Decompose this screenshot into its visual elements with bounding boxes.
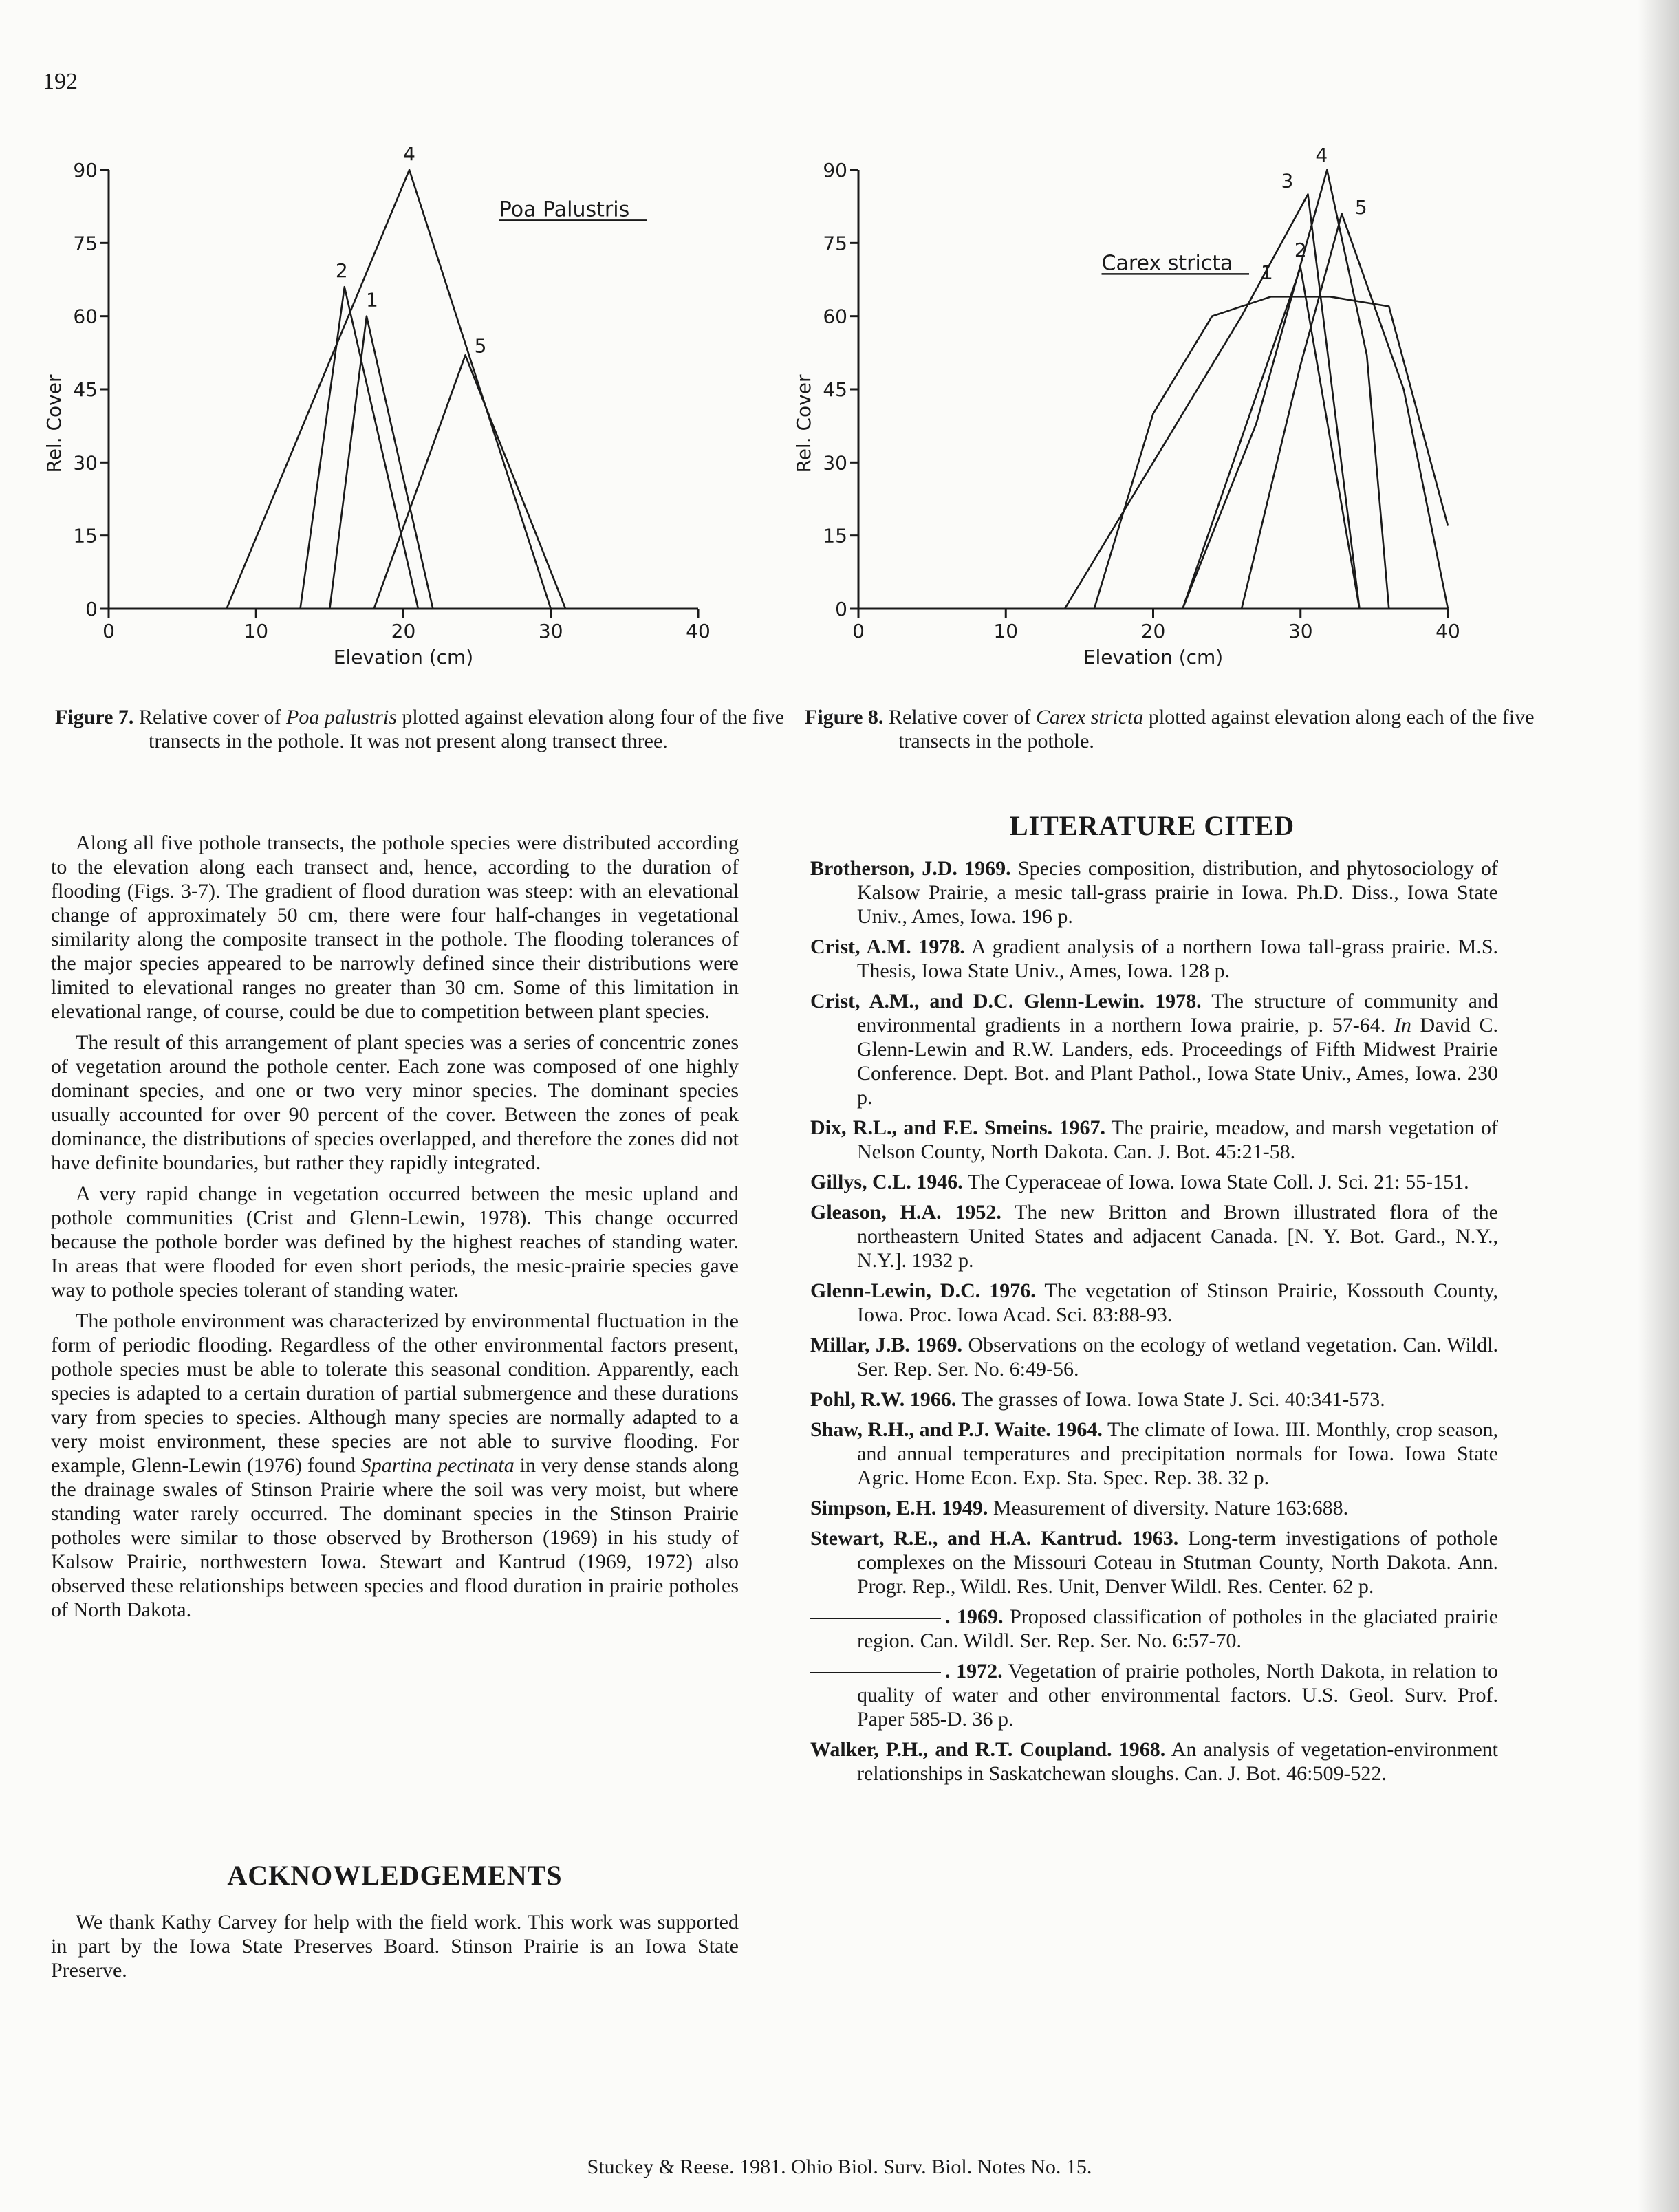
reference-text: The Cyperaceae of Iowa. Iowa State Coll. J. Sci. 21: 55-151. — [962, 1171, 1469, 1193]
figure-8-label: Figure 8. — [805, 706, 884, 728]
reference-item — [810, 1737, 1498, 1786]
reference-author: . 1972. — [945, 1660, 1003, 1682]
reference-item — [810, 1333, 1498, 1381]
figure-7-caption — [55, 705, 836, 753]
x-tick-label: 30 — [538, 620, 563, 642]
series-line-1 — [1094, 296, 1448, 609]
series-line-2 — [301, 287, 418, 609]
paragraph-4-part-a: The pothole environment was characterized by environmental fluctuation in the form of periodic flooding. Regardless of the other environmental factors present, pothole species must be able to tolerate this seasonal condition. Apparently, each species is adapted to a certain duration of partial submergence and these durations vary from species to species. Although many species are normally adapted to a very moist environment, these species are not able to survive flooding. For example, Glenn-Lewin (1976) found — [51, 1310, 739, 1477]
series-label-2: 2 — [335, 259, 348, 283]
paragraph-4-species: Spartina pectinata — [360, 1454, 514, 1477]
reference-author: Walker, P.H., and R.T. Coupland. 1968. — [810, 1738, 1166, 1761]
y-axis-label: Rel. Cover — [792, 374, 815, 473]
figure-7-caption-text-b: plotted against elevation along four of the five transects in the pothole. It was not present along transect three. — [149, 706, 785, 752]
reference-text: The vegetation of Stinson Prairie, Kossouth County, Iowa. Proc. Iowa Acad. Sci. 83:88-93. — [857, 1279, 1499, 1326]
figure-8-caption-text-a: Relative cover of — [888, 706, 1037, 728]
acknowledgements-text — [51, 1910, 739, 1989]
y-tick-label: 60 — [823, 305, 847, 328]
reference-text: A gradient analysis of a northern Iowa tall-grass prairie. M.S. Thesis, Iowa State Univ., Ames, Iowa. 128 p. — [857, 935, 1498, 982]
reference-item — [810, 1496, 1498, 1520]
y-tick-label: 15 — [73, 524, 98, 547]
reference-item — [810, 1200, 1498, 1272]
x-axis-label: Elevation (cm) — [333, 646, 474, 669]
chart-title: Poa Palustris — [499, 197, 630, 222]
y-tick-label: 60 — [73, 305, 98, 328]
reference-author: Crist, A.M., and D.C. Glenn-Lewin. 1978. — [810, 990, 1202, 1012]
acknowledgements-heading: ACKNOWLEDGEMENTS — [227, 1860, 563, 1891]
y-tick-label: 90 — [823, 159, 847, 182]
reference-author: Crist, A.M. 1978. — [810, 935, 965, 958]
figure-7-svg — [41, 142, 729, 677]
reference-item — [810, 1279, 1498, 1327]
author-repeat-rule — [810, 1618, 941, 1619]
reference-italic: In — [1394, 1014, 1411, 1037]
x-tick-label: 20 — [1140, 620, 1166, 642]
literature-cited-heading: LITERATURE CITED — [1009, 810, 1295, 841]
reference-text: The climate of Iowa. III. Monthly, crop season, and annual temperatures and precipitation normals for Iowa. Iowa State Agric. Home Econ. Exp. Sta. Spec. Rep. 38. 32 p. — [857, 1418, 1499, 1489]
x-tick-label: 40 — [686, 620, 711, 642]
reference-item — [810, 989, 1498, 1109]
reference-item — [810, 1116, 1498, 1164]
x-tick-label: 30 — [1288, 620, 1313, 642]
reference-text-end: David C. Glenn-Lewin and R.W. Landers, eds. Proceedings of Fifth Midwest Prairie Conference. Dept. Bot. and Plant Pathol., Iowa State Univ., Ames, Iowa. 230 p. — [857, 1014, 1499, 1109]
figure-7-caption-species: Poa palustris — [286, 706, 397, 728]
y-tick-label: 45 — [823, 378, 847, 401]
figure-8-caption-species: Carex stricta — [1036, 706, 1144, 728]
reference-item — [810, 1659, 1498, 1731]
y-tick-label: 0 — [835, 598, 847, 620]
figure-7-caption-text-a: Relative cover of — [138, 706, 287, 728]
reference-text: Species composition, distribution, and phytosociology of Kalsow Prairie, a mesic tall-grass prairie in Iowa. Ph.D. Diss., Iowa State Univ., Ames, Iowa. 196 p. — [857, 857, 1498, 928]
paragraph-3: A very rapid change in vegetation occurred between the mesic upland and pothole communities (Crist and Glenn-Lewin, 1978). This change occurred because the pothole border was defined by the highest reaches of standing water. In areas that were flooded for even short periods, the mesic-prairie species gave way to pothole species tolerant of standing water. — [51, 1182, 739, 1301]
reference-text: An analysis of vegetation-environment relationships in Saskatchewan sloughs. Can. J. Bot. 46:509-522. — [857, 1738, 1499, 1785]
reference-author: Brotherson, J.D. 1969. — [810, 857, 1011, 880]
y-tick-label: 30 — [823, 451, 847, 475]
reference-item — [810, 1605, 1498, 1653]
reference-text: The structure of community and environmental gradients in a northern Iowa prairie, p. 57-64. — [857, 990, 1498, 1037]
reference-text: The prairie, meadow, and marsh vegetation of Nelson County, North Dakota. Can. J. Bot. 45:21-58. — [857, 1116, 1498, 1163]
series-label-4: 4 — [1315, 144, 1328, 166]
reference-author: . 1969. — [945, 1605, 1004, 1628]
reference-author: Millar, J.B. 1969. — [810, 1334, 962, 1356]
reference-author: Glenn-Lewin, D.C. 1976. — [810, 1279, 1036, 1302]
series-label-3: 3 — [1281, 169, 1294, 193]
paragraph-4 — [51, 1309, 739, 1622]
series-line-1 — [329, 316, 433, 609]
figure-8-chart — [791, 144, 1479, 677]
x-tick-label: 40 — [1436, 620, 1460, 642]
paragraph-2: The result of this arrangement of plant species was a series of concentric zones of vegetation around the pothole center. Each zone was composed of one highly dominant species, and one or two very minor species. The dominant species usually accounted for over 90 percent of the cover. Between the zones of peak dominance, the distributions of species overlapped, and therefore the zones did not have definite boundaries, but rather they rapidly integrated. — [51, 1031, 739, 1174]
figure-8-caption-text-b: plotted against elevation along each of the five transects in the pothole. — [898, 706, 1535, 752]
x-tick-label: 10 — [993, 620, 1019, 642]
reference-item — [810, 935, 1498, 983]
y-tick-label: 45 — [73, 378, 98, 401]
reference-author: Gleason, H.A. 1952. — [810, 1201, 1001, 1224]
series-label-5: 5 — [474, 334, 487, 358]
series-label-2: 2 — [1294, 238, 1307, 261]
figure-7-chart — [41, 142, 729, 677]
reference-text: Measurement of diversity. Nature 163:688. — [988, 1497, 1349, 1519]
figure-8-svg — [791, 144, 1479, 677]
paragraph-1: Along all five pothole transects, the pothole species were distributed according to the elevation along each transect and, hence, according to the duration of flooding (Figs. 3-7). The gradient of flood duration was steep: with an elevational change of approximately 50 cm, there were four half-changes in vegetational similarity along the composite transect in the pothole. The flooding tolerances of the major species appeared to be narrowly defined since their distributions were limited to elevational ranges no greater than 30 cm. Some of this limitation in elevational range, of course, could be due to competition between plant species. — [51, 832, 739, 1023]
reference-text: The grasses of Iowa. Iowa State J. Sci. 40:341-573. — [956, 1388, 1385, 1411]
y-tick-label: 90 — [73, 159, 98, 182]
series-label-4: 4 — [403, 142, 415, 165]
reference-item — [810, 856, 1498, 929]
references-list — [810, 856, 1498, 1792]
y-tick-label: 15 — [823, 524, 847, 547]
series-line-4 — [226, 170, 550, 609]
x-axis-label: Elevation (cm) — [1083, 646, 1224, 669]
y-tick-label: 0 — [85, 598, 98, 620]
y-tick-label: 30 — [73, 451, 98, 475]
page-edge-shadow — [1638, 0, 1679, 2212]
figure-7-label: Figure 7. — [55, 706, 134, 728]
left-column-text — [51, 831, 739, 1629]
reference-author: Gillys, C.L. 1946. — [810, 1171, 963, 1193]
reference-item — [810, 1418, 1498, 1490]
reference-text: Long-term investigations of pothole complexes on the Missouri Coteau in Stutman County, North Dakota. Ann. Progr. Rep., Wildl. Res. Unit, Denver Wildl. Res. Center. 62 p. — [857, 1527, 1499, 1598]
reference-author: Dix, R.L., and F.E. Smeins. 1967. — [810, 1116, 1105, 1139]
series-label-1: 1 — [1260, 261, 1273, 284]
y-tick-label: 75 — [73, 232, 98, 255]
reference-text: Observations on the ecology of wetland vegetation. Can. Wildl. Ser. Rep. Ser. No. 6:49-56. — [857, 1334, 1498, 1380]
x-tick-label: 10 — [243, 620, 269, 642]
series-line-5 — [374, 355, 566, 609]
y-tick-label: 75 — [823, 232, 847, 255]
author-repeat-rule — [810, 1672, 941, 1673]
x-tick-label: 20 — [391, 620, 416, 642]
acknowledgements-paragraph: We thank Kathy Carvey for help with the field work. This work was supported in part by the Iowa State Preserves Board. Stinson Prairie is an Iowa State Preserve. — [51, 1911, 739, 1982]
figure-8-caption — [805, 705, 1586, 753]
reference-author: Shaw, R.H., and P.J. Waite. 1964. — [810, 1418, 1103, 1441]
reference-item — [810, 1170, 1498, 1194]
chart-title: Carex stricta — [1101, 251, 1233, 276]
reference-author: Pohl, R.W. 1966. — [810, 1388, 957, 1411]
series-line-2 — [1182, 268, 1359, 609]
reference-item — [810, 1387, 1498, 1411]
reference-item — [810, 1526, 1498, 1598]
page-number: 192 — [43, 69, 78, 94]
paragraph-4-part-b: in very dense stands along the drainage swales of Stinson Prairie where the soil was very moist, but where standing water rarely occurred. The dominant species in the Stinson Prairie potholes were similar to those observed by Brotherson (1969) in his study of Kalsow Prairie, northwestern Iowa. Stewart and Kantrud (1969, 1972) also observed these relationships between species and flood duration in prairie potholes of North Dakota. — [51, 1454, 739, 1621]
x-tick-label: 0 — [852, 620, 865, 642]
series-label-5: 5 — [1354, 195, 1367, 219]
page-footer: Stuckey & Reese. 1981. Ohio Biol. Surv. Biol. Notes No. 15. — [587, 2156, 1092, 2178]
reference-author: Simpson, E.H. 1949. — [810, 1497, 988, 1519]
reference-author: Stewart, R.E., and H.A. Kantrud. 1963. — [810, 1527, 1179, 1550]
series-label-1: 1 — [366, 288, 378, 312]
reference-text: Proposed classification of potholes in the glaciated prairie region. Can. Wildl. Ser. Rep. Ser. No. 6:57-70. — [857, 1605, 1499, 1652]
x-tick-label: 0 — [102, 620, 115, 642]
y-axis-label: Rel. Cover — [43, 374, 65, 473]
reference-text: Vegetation of prairie potholes, North Dakota, in relation to quality of water and other environmental factors. U.S. Geol. Surv. Prof. Paper 585-D. 36 p. — [857, 1660, 1498, 1731]
reference-text: The new Britton and Brown illustrated flora of the northeastern United States and adjacent Canada. [N. Y. Bot. Gard., N.Y., N.Y.]. 1932 p. — [857, 1201, 1498, 1272]
